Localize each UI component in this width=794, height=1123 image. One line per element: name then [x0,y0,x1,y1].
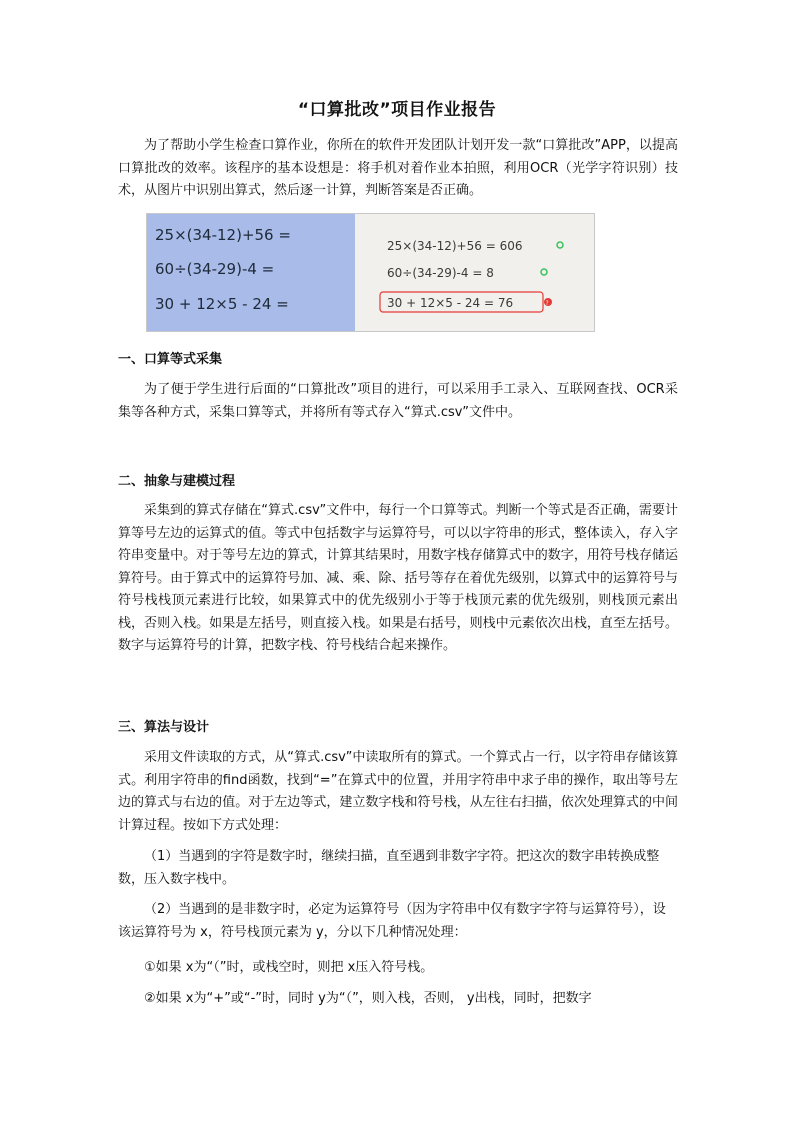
section2-heading: 二、抽象与建模过程 [118,474,236,489]
homework-photo [146,213,595,332]
section1-heading: 一、口算等式采集 [118,352,223,367]
document-title: “口算批改”项目作业报告 [297,100,497,120]
intro-paragraph: 为了帮助小学生检查口算作业，你所在的软件开发团队计划开发一款“口算批改”APP，以提高口算批改的效率。该程序的基本设想是：将手机对着作业本拍照，利用OCR（光学字符识别）技术，从图片中识别出算式，然后逐一计算，判断答案是否正确。 [118,138,678,198]
graded-line-1: 25×(34-12)+56 = 606 [387,239,523,253]
wrong-mark-glyph-icon: ? [545,300,549,307]
graded-line-3: 30 + 12×5 - 24 = 76 [387,296,514,310]
section1-body: 为了便于学生进行后面的“口算批改”项目的进行，可以采用手工录入、互联网查找、OCR采集等各种方式，采集口算等式，并将所有等式存入“算式.csv”文件中。 [118,382,678,420]
handwritten-line-1: 25×(34-12)+56 = [155,226,291,244]
section3-heading: 三、算法与设计 [118,720,210,735]
list-item-4: ②如果 x为“+”或“-”时，同时 y为“（”，则入栈，否则， y出栈，同时，把数字 [144,991,592,1006]
section2-body: 采集到的算式存储在“算式.csv”文件中，每行一个口算等式。判断一个等式是否正确，需要计算等号左边的运算式的值。等式中包括数字与运算符号，可以以字符串的形式，整体读入，存入字符串变量中。对于等号左边的算式，计算其结果时，用数字栈存储算式中的数字，用符号栈存储运算符号。由于算式中的运算符号加、减、乘、除、括号等存在着优先级别，以算式中的运算符号与符号栈栈顶元素进行比较，如果算式中的优先级别小于等于栈顶元素的优先级别，则栈顶元素出栈，否则入栈。如果是左括号，则直接入栈。如果是右括号，则栈中元素依次出栈，直至左括号。数字与运算符号的计算，把数字栈、符号栈结合起来操作。 [118,503,678,653]
section3-body: 采用文件读取的方式，从“算式.csv”中读取所有的算式。一个算式占一行，以字符串存储该算式。利用字符串的find函数，找到“=”在算式中的位置，并用字符串中求子串的操作，取出等号左边的算式与右边的值。对于左边等式，建立数字栈和符号栈，从左往右扫描，依次处理算式的中间计算过程。按如下方式处理： [118,750,678,833]
list-item-2: （2）当遇到的是非数字时，必定为运算符号（因为字符串中仅有数字字符与运算符号），设该运算符号为 x，符号栈顶元素为 y，分以下几种情况处理： [118,902,666,940]
list-item-3: ①如果 x为“（”时，或栈空时，则把 x压入符号栈。 [144,960,434,975]
list-item-1: （1）当遇到的字符是数字时，继续扫描，直至遇到非数字字符。把这次的数字串转换成整数，压入数字栈中。 [118,849,660,887]
handwritten-line-2: 60÷(34-29)-4 = [155,260,275,278]
handwritten-line-3: 30 + 12×5 - 24 = [155,295,289,313]
graded-line-2: 60÷(34-29)-4 = 8 [387,266,494,280]
